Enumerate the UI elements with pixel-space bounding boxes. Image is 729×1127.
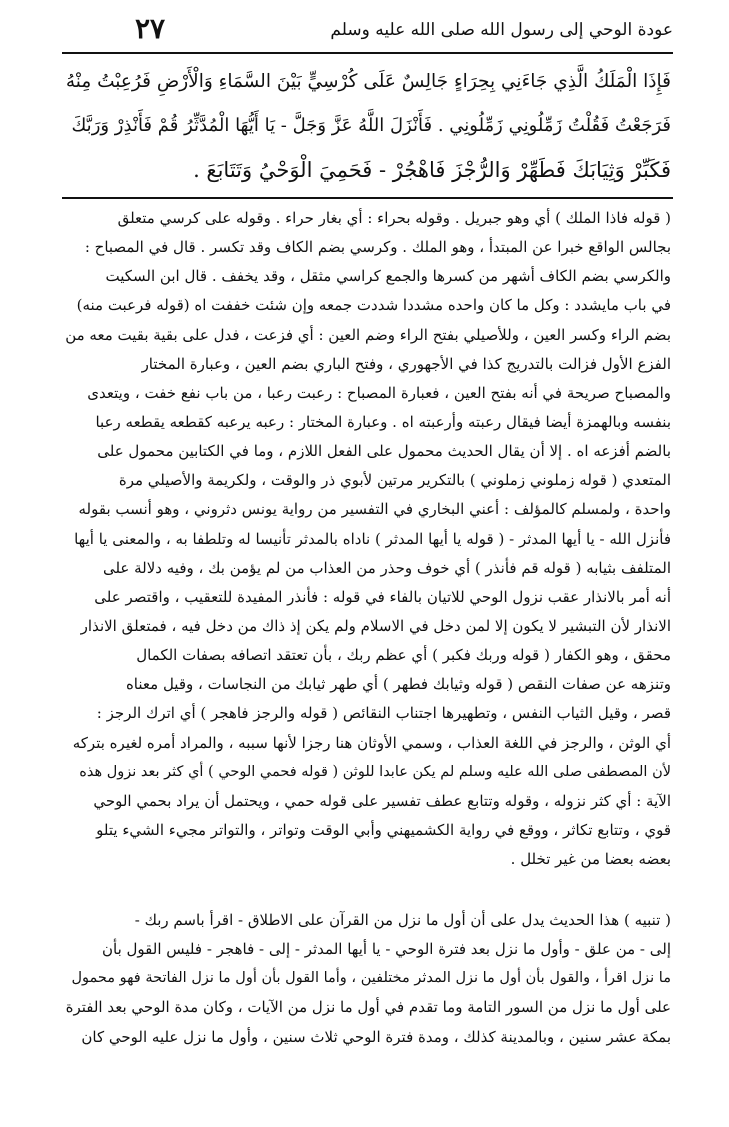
hadith-text xyxy=(62,60,671,192)
commentary-line: وتنزهه عن صفات النقص ( قوله وثيابك فطهر ) أي طهر ثيابك من النجاسات ، وقيل معناه xyxy=(125,675,671,694)
commentary-line: في باب مايشدد : وكل ما كان واحده مشددا شددت جمعه وإن شئت خففت اه (قوله فرعبت منه) xyxy=(76,296,671,315)
commentary-line: محقق ، وهو الكفار ( قوله وربك فكبر ) أي عظم ربك ، بأن تعتقد اتصافه بصفات الكمال xyxy=(136,646,671,665)
running-title: عودة الوحي إلى رسول الله صلى الله عليه وسلم xyxy=(330,20,673,40)
commentary-line: الفزع الأول فزالت بالتدريج كذا في الأجهوري ، وفتح الباري بضم العين ، وعبارة المختار xyxy=(141,354,671,373)
commentary-line: الآية : أي كثر نزوله ، وقوله وتتابع عطف تفسير على قوله حمي ، ويحتمل أن يراد بحمي الوحي xyxy=(93,791,671,810)
commentary-line: أنه أمر بالانذار عقب نزول الوحي للاتيان بالفاء في قوله : فأنذر المفيدة للتعقيب ، واقتصر على xyxy=(94,587,671,606)
commentary-line: واحدة ، ولمسلم كالمؤلف : أعني البخاري في التفسير من رواية يونس دثروني ، وهو أنسب بقوله xyxy=(78,500,671,519)
page-number: ٢٧ xyxy=(135,12,166,45)
commentary-line: بجالس الواقع خبرا عن المبتدأ ، وهو الملك . وكرسي بضم الكاف وقد تكسر . قال في المصباح : xyxy=(84,238,671,257)
note-paragraph xyxy=(64,906,671,1052)
commentary-line: والكرسي بضم الكاف أشهر من كسرها والجمع كراسي مثقل ، وقد يخفف . قال ابن السكيت xyxy=(105,267,671,286)
commentary-line: المتعدي ( قوله زملوني زملوني ) بالتكرير مرتين لأبوي ذر والوقت ، ولكريمة والأصيلي مرة xyxy=(118,471,671,490)
commentary-line: بضم الراء وكسر العين ، وللأصيلي بفتح الراء وضم العين : أي فزعت ، فدل على بقية بقيت معه من xyxy=(65,325,671,344)
commentary-line: بنفسه وبالهمزة أيضا فيقال رعبته وأرعبته اه . وعبارة المختار : رعبه يرعبه كقطعه يقطعه رعبا xyxy=(95,412,671,431)
note-line: على أول ما نزل من السور التامة وما تقدم في أول ما نزل من الآيات ، وكان مدة الوحي بعد الفترة xyxy=(65,998,671,1017)
commentary-line: قصر ، وقيل الثياب النفس ، وتطهيرها اجتناب النقائص ( قوله والرجز فاهجر ) أي اترك الرجز : xyxy=(96,704,671,723)
hadith-line: فَرَجَعْتُ فَقُلْتُ زَمِّلُونِي زَمِّلُونِي . فَأَنْزَلَ اللَّهُ عَزَّ وَجَلَّ - يَا أَيُّهَا الْمُدَّثِّرُ قُمْ فَأَنْذِرْ وَرَبَّكَ xyxy=(71,115,671,136)
header-rule xyxy=(62,52,673,54)
note-line: ( تنبيه ) هذا الحديث يدل على أن أول ما نزل من القرآن على الاطلاق - اقرأ باسم ربك - xyxy=(134,911,671,929)
note-line: ما نزل اقرأ ، والقول بأن أول ما نزل المدثر مختلفين ، وأما القول بأن أول ما نزل الفاتحة فهو محمول xyxy=(71,970,671,987)
hadith-line: فَإِذَا الْمَلَكُ الَّذِي جَاءَنِي بِحِرَاءٍ جَالِسٌ عَلَى كُرْسِيٍّ بَيْنَ السَّمَاءِ وَالْأَرْضِ فَرُعِبْتُ مِنْهُ xyxy=(65,71,671,92)
hadith-line: فَكَبِّرْ وَثِيَابَكَ فَطَهِّرْ وَالرُّجْزَ فَاهْجُرْ - فَحَمِيَ الْوَحْيُ وَتَتَابَعَ . xyxy=(193,158,671,182)
commentary-line: والمصباح صريحة في أنه بفتح العين ، فعبارة المصباح : رعبت رعبا ، من باب نفع خفت ، ويتعدى xyxy=(87,383,671,402)
commentary-line: بالضم أفزعه اه . إلا أن يقال الحديث محمول على الفعل اللازم ، وما في الكتابين محمول على xyxy=(97,442,671,461)
commentary-line: أي الوثن ، والرجز في اللغة العذاب ، وسمي الأوثان هنا رجزا لأنها سببه ، والمراد أمره لغيره بتركه xyxy=(72,733,671,752)
section-rule xyxy=(62,197,673,199)
note-line: إلى - من علق - وأول ما نزل بعد فترة الوحي - يا أيها المدثر - إلى - فاهجر - فليس القول بأن xyxy=(102,940,671,959)
commentary-line: فأنزل الله - يا أيها المدثر - ( قوله يا أيها المدثر ) ناداه بالمدثر تأنيسا له وتلطفا به ، والمعنى يا أيها xyxy=(74,529,671,548)
note-line: بمكة عشر سنين ، وبالمدينة كذلك ، ومدة فترة الوحي ثلاث سنين ، وأول ما نزل عليه الوحي كان xyxy=(81,1027,671,1046)
commentary-line: المتلفف بثيابه ( قوله قم فأنذر ) أي خوف وحذر من العذاب من لم يؤمن بك ، وفيه دلالة على xyxy=(102,558,671,577)
page-header xyxy=(30,12,673,52)
commentary xyxy=(64,204,671,874)
commentary-line: بعضه بعضا من غير تخلل . xyxy=(510,850,671,869)
commentary-line: قوي ، وتتابع تكاثر ، ووقع في رواية الكشميهني وأبي الوقت وتواتر ، والتواتر مجيء الشيء يتلو xyxy=(96,820,671,839)
commentary-line: الانذار لأن التبشير لا يكون إلا لمن دخل في الاسلام ولم يكن إذ ذاك من دخل فيه ، فمتعلق الانذار xyxy=(80,616,671,635)
commentary-line: ( قوله فاذا الملك ) أي وهو جبريل . وقوله بحراء : أي بغار حراء . وقوله على كرسي متعلق xyxy=(117,209,671,227)
commentary-line: لأن المصطفى صلى الله عليه وسلم لم يكن عابدا للوثن ( قوله فحمي الوحي ) أي كثر بعد نزول هذه xyxy=(79,763,671,780)
